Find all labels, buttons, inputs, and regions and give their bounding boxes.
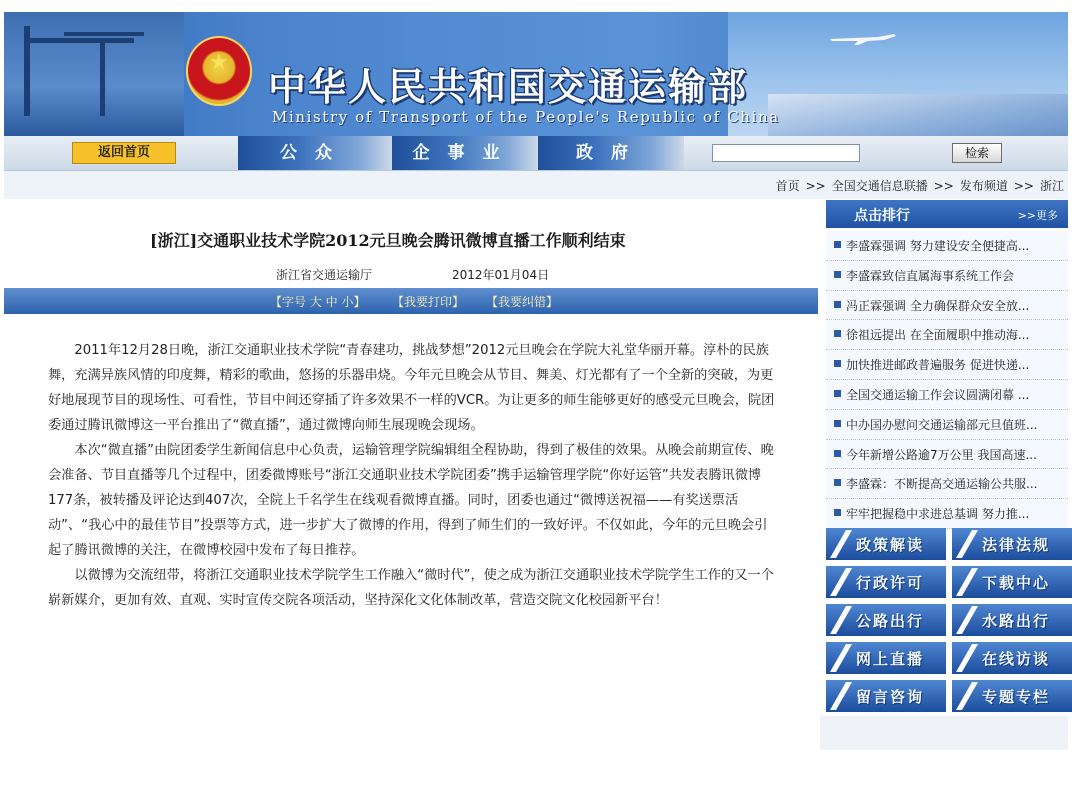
bullet-icon	[834, 301, 841, 308]
ranking-list	[826, 231, 1068, 529]
crane-arm-graphic	[24, 38, 134, 43]
ranking-item-text[interactable]: 加快推进邮政普遍服务 促进快递...	[846, 358, 1030, 373]
bullet-icon	[834, 509, 841, 516]
ranking-header	[826, 200, 1068, 228]
ranking-item-text[interactable]: 徐祖远提出 在全面履职中推动海...	[846, 328, 1030, 343]
tab-enterprise[interactable]: 企事业	[392, 136, 538, 170]
water-travel-button[interactable]	[952, 604, 1072, 636]
ranking-item-text[interactable]: 李盛霖：不断提高交通运输公共服...	[846, 477, 1038, 492]
bullet-icon	[834, 450, 841, 457]
list-item[interactable]	[826, 469, 1068, 499]
airplane-icon	[828, 30, 898, 46]
search-input[interactable]	[712, 144, 860, 162]
ranking-item-text[interactable]: 李盛霖强调 努力建设安全便捷高...	[846, 239, 1030, 253]
quick-link-label: 行政许可	[856, 574, 925, 592]
search-button[interactable]: 检索	[952, 143, 1002, 163]
message-consult-button[interactable]	[826, 680, 946, 712]
quick-link-label: 专题专栏	[982, 688, 1051, 706]
list-item[interactable]	[826, 231, 1068, 261]
policy-interpretation-button[interactable]	[826, 528, 946, 560]
breadcrumb-home[interactable]: 首页	[775, 179, 800, 193]
online-interview-button[interactable]	[952, 642, 1072, 674]
quick-link-label: 水路出行	[982, 612, 1051, 630]
list-item[interactable]	[826, 320, 1068, 350]
quick-link-label: 法律法规	[982, 536, 1051, 554]
quick-link-label: 公路出行	[856, 612, 925, 630]
ranking-item-text[interactable]: 冯正霖强调 全力确保群众安全放...	[846, 298, 1030, 313]
bullet-icon	[834, 390, 841, 397]
ranking-item-text[interactable]: 全国交通运输工作会议圆满闭幕 ...	[846, 387, 1030, 402]
article-toolbar	[4, 288, 818, 314]
laws-regulations-button[interactable]	[952, 528, 1072, 560]
site-title-cn: 中华人民共和国交通运输部	[268, 65, 749, 109]
breadcrumb-bar	[4, 171, 1068, 199]
ranking-item-text[interactable]: 中办国办慰问交通运输部元旦值班...	[846, 417, 1038, 432]
report-error-tool[interactable]: 【我要纠错】	[486, 295, 559, 309]
tab-public[interactable]: 公众	[238, 136, 392, 170]
highway-image	[768, 94, 1068, 136]
article-source: 浙江省交通运输厅	[276, 268, 373, 282]
site-title-en: Ministry of Transport of the People's Republic of China	[272, 108, 780, 126]
bullet-icon	[834, 271, 841, 278]
ranking-more-link[interactable]: >>更多	[1017, 209, 1058, 222]
article-body	[48, 338, 778, 613]
article-date: 2012年01月04日	[452, 268, 550, 282]
quick-link-label: 政策解读	[856, 536, 925, 554]
list-item[interactable]	[826, 291, 1068, 321]
download-center-button[interactable]	[952, 566, 1072, 598]
port-image	[4, 12, 184, 136]
quick-link-label: 在线访谈	[982, 650, 1051, 668]
breadcrumb-separator: >>	[805, 179, 826, 193]
crane-graphic-2	[100, 42, 105, 116]
emblem-star-icon: ★	[209, 50, 229, 75]
header-banner	[4, 12, 1068, 136]
article-paragraph: 本次“微直播”由院团委学生新闻信息中心负责，运输管理学院编辑组全程协助，得到了极佳的效果。从晚会前期宣传、晚会准备、节目直播等几个过程中，团委微博账号“浙江交通职业技术学院团委”携手运输管理学院“你好运管”共发表腾讯微博177条，被转播及评论达到407次，全院上千名学生在线观看微博直播。同时，团委也通过“微博送祝福——有奖送票活动”、“我心中的最佳节目”投票等方式，进一步扩大了微博的作用，得到了师生们的一致好评。不仅如此，今年的元旦晚会引起了腾讯微博的关注，在微博校园中发布了每日推荐。	[48, 443, 774, 558]
quick-link-label: 网上直播	[856, 650, 925, 668]
print-tool[interactable]: 【我要打印】	[392, 295, 465, 309]
article-title: [浙江]交通职业技术学院2012元旦晚会腾讯微博直播工作顺利结束	[150, 231, 626, 250]
list-item[interactable]	[826, 261, 1068, 291]
ranking-item-text[interactable]: 李盛霖致信直属海事系统工作会	[846, 268, 1015, 283]
bullet-icon	[834, 420, 841, 427]
crane-arm-graphic-2	[64, 32, 144, 36]
online-live-button[interactable]	[826, 642, 946, 674]
breadcrumb-separator: >>	[1013, 179, 1034, 193]
bullet-icon	[834, 241, 841, 248]
list-item[interactable]	[826, 350, 1068, 380]
nav-bar	[4, 136, 1068, 171]
tab-government[interactable]: 政府	[538, 136, 684, 170]
ranking-title: 点击排行	[854, 208, 910, 224]
article-paragraph: 以微博为交流纽带，将浙江交通职业技术学院学生工作融入“微时代”，使之成为浙江交通职业技术学院学生工作的又一个崭新媒介，更加有效、直观、实时宣传交院各项活动，坚持深化文化体制改革，营造交院文化校园新平台！	[48, 568, 774, 608]
list-item[interactable]	[826, 410, 1068, 440]
road-travel-button[interactable]	[826, 604, 946, 636]
breadcrumb-channel[interactable]: 发布频道	[959, 179, 1008, 193]
ranking-item-text[interactable]: 牢牢把握稳中求进总基调 努力推...	[846, 507, 1030, 522]
article-paragraph: 2011年12月28日晚，浙江交通职业技术学院“青春建功，挑战梦想”2012元旦晚会在学院大礼堂华丽开幕。淳朴的民族舞，充满异族风情的印度舞，精彩的歌曲，悠扬的乐器串烧。今年元旦晚会从节目、舞美、灯光都有了一个全新的突破，为更好地展现节目的现场性、可看性，节目中间还穿插了许多效果不一样的VCR。为让更多的师生能够更好的感受元旦晚会，院团委通过腾讯微博这一平台推出了“微直播”，通过微博向师生展现晚会现场。	[48, 343, 775, 433]
list-item[interactable]	[826, 499, 1068, 529]
list-item[interactable]	[826, 440, 1068, 470]
quick-link-label: 留言咨询	[856, 688, 925, 706]
font-size-tool[interactable]: 【字号 大 中 小】	[270, 295, 366, 309]
breadcrumb-national-news[interactable]: 全国交通信息联播	[831, 179, 928, 193]
bullet-icon	[834, 330, 841, 337]
breadcrumb-zhejiang[interactable]: 浙江	[1039, 179, 1064, 193]
bullet-icon	[834, 360, 841, 367]
special-topics-button[interactable]	[952, 680, 1072, 712]
quick-link-label: 下载中心	[982, 574, 1051, 592]
sidebar-footer	[820, 716, 1068, 750]
breadcrumb	[776, 177, 1064, 194]
home-button[interactable]: 返回首页	[72, 142, 176, 164]
ranking-item-text[interactable]: 今年新增公路逾7万公里 我国高速...	[846, 447, 1037, 462]
bullet-icon	[834, 479, 841, 486]
breadcrumb-separator: >>	[933, 179, 954, 193]
list-item[interactable]	[826, 380, 1068, 410]
administrative-license-button[interactable]	[826, 566, 946, 598]
